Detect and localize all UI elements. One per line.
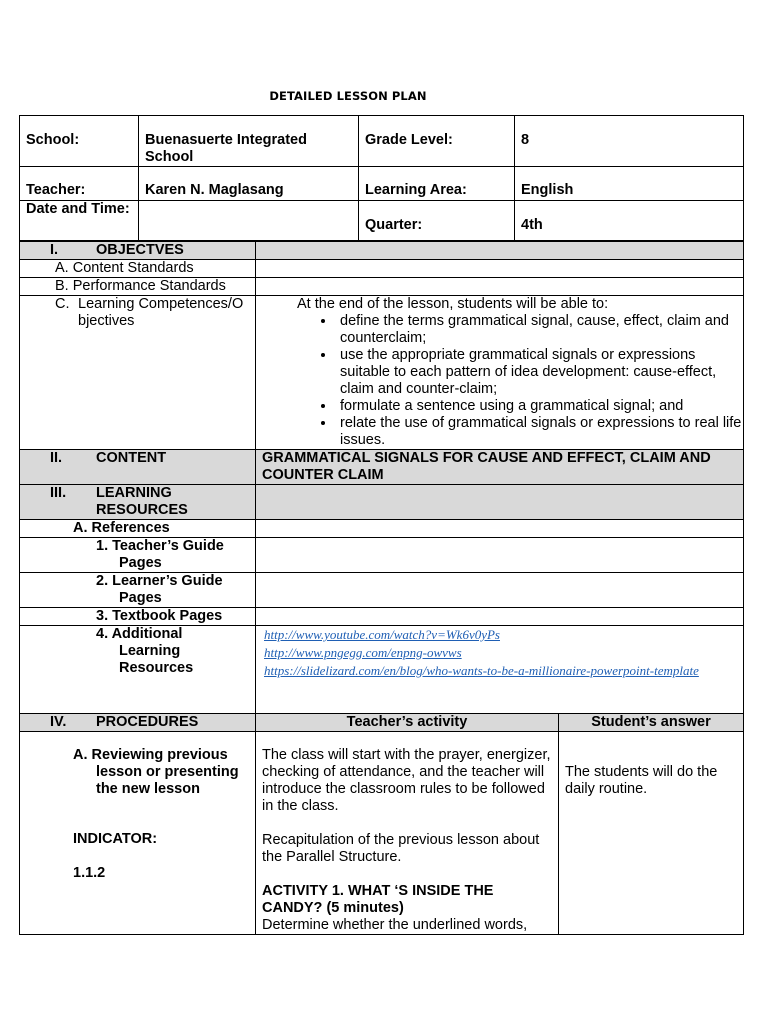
additional-resources-text: 4. Additional Learning Resources xyxy=(96,626,194,676)
procedures-num: IV. xyxy=(50,714,67,730)
resource-link-slidelizard[interactable]: https://slidelizard.com/en/blog/who-wants-to-be-a-millionaire-powerpoint-template xyxy=(264,663,699,678)
resource-link-pngegg[interactable]: http://www.pngegg.com/enpng-owvws xyxy=(264,645,462,660)
date-label: Date and Time: xyxy=(20,201,139,241)
indicator-value: 1.1.2 xyxy=(73,865,106,881)
textbook-text: 3. Textbook Pages xyxy=(96,608,223,624)
content-standards-value xyxy=(256,260,744,278)
teachers-guide-label xyxy=(20,538,256,573)
learners-guide-value xyxy=(256,573,744,608)
grade-label: Grade Level: xyxy=(359,116,515,167)
learning-area-value: English xyxy=(515,167,744,201)
quarter-value: 4th xyxy=(515,201,744,241)
additional-resources-label xyxy=(20,626,256,714)
content-value: GRAMMATICAL SIGNALS FOR CAUSE AND EFFECT, CLAIM AND COUNTER CLAIM xyxy=(256,450,744,485)
lesson-plan-table xyxy=(19,241,744,935)
content-label: CONTENT xyxy=(96,450,167,466)
objectives-heading xyxy=(20,242,256,260)
teachers-guide-text: 1. Teacher’s Guide Pages xyxy=(96,538,224,571)
objectives-intro: At the end of the lesson, students will be able to: xyxy=(297,296,609,312)
learners-guide-label xyxy=(20,573,256,608)
student-answer-header: Student’s answer xyxy=(559,714,744,732)
header-table xyxy=(19,115,744,241)
list-item: • use the appropriate grammatical signals or expressions suitable to each pattern of idea development: cause-effect, claim and counter-claim; xyxy=(336,347,743,398)
step-a-label: A. Reviewing previous lesson or presenting the new lesson xyxy=(73,747,239,797)
resources-num: III. xyxy=(50,485,67,501)
textbook-value xyxy=(256,608,744,626)
quarter-label: Quarter: xyxy=(359,201,515,241)
teacher-activity-cell xyxy=(256,732,559,935)
objectives-list-cell xyxy=(256,296,744,450)
objectives-heading-blank xyxy=(256,242,744,260)
school-label: School: xyxy=(20,116,139,167)
student-answer-text: The students will do the daily routine. xyxy=(565,764,718,797)
teacher-value: Karen N. Maglasang xyxy=(139,167,359,201)
content-heading xyxy=(20,450,256,485)
list-item: • define the terms grammatical signal, cause, effect, claim and counterclaim; xyxy=(336,313,743,347)
competences-label: Learning Competences/Objectives xyxy=(78,296,244,329)
learners-guide-text: 2. Learner’s Guide Pages xyxy=(96,573,223,606)
student-answer-cell xyxy=(559,732,744,935)
performance-standards-label: B. Performance Standards xyxy=(20,278,256,296)
resources-heading-blank xyxy=(256,485,744,520)
teacher-intro-text: The class will start with the prayer, energizer, checking of attendance, and the teacher will introduce the classroom rules to be followed in the class. xyxy=(262,747,551,814)
objectives-label: OBJECTVES xyxy=(96,242,184,258)
textbook-label xyxy=(20,608,256,626)
resources-heading xyxy=(20,485,256,520)
resources-label: LEARNING RESOURCES xyxy=(96,485,188,518)
procedures-heading xyxy=(20,714,256,732)
school-value: Buenasuerte Integrated School xyxy=(139,116,359,167)
list-item: • relate the use of grammatical signals or expressions to real life issues. xyxy=(336,415,743,449)
objectives-num: I. xyxy=(50,242,59,258)
teachers-guide-value xyxy=(256,538,744,573)
references-value xyxy=(256,520,744,538)
additional-resources-links xyxy=(256,626,744,714)
performance-standards-value xyxy=(256,278,744,296)
procedures-label: PROCEDURES xyxy=(96,714,199,730)
date-value xyxy=(139,201,359,241)
content-standards-label: A. Content Standards xyxy=(20,260,256,278)
learning-area-label: Learning Area: xyxy=(359,167,515,201)
content-num: II. xyxy=(50,450,63,466)
procedure-step-cell xyxy=(20,732,256,935)
competences-letter: C. xyxy=(55,296,70,312)
teacher-activity-header: Teacher’s activity xyxy=(256,714,559,732)
resource-link-youtube[interactable]: http://www.youtube.com/watch?v=Wk6v0yPs xyxy=(264,627,500,642)
document-title: DETAILED LESSON PLAN xyxy=(269,89,427,103)
teacher-label: Teacher: xyxy=(20,167,139,201)
indicator-label: INDICATOR: xyxy=(73,831,158,847)
list-item: • formulate a sentence using a grammatical signal; and xyxy=(336,398,743,415)
competences-cell xyxy=(20,296,256,450)
references-label: A. References xyxy=(20,520,256,538)
grade-value: 8 xyxy=(515,116,744,167)
activity-title: ACTIVITY 1. WHAT ‘S INSIDE THE CANDY? (5 minutes) xyxy=(262,883,494,916)
recap-text: Recapitulation of the previous lesson about the Parallel Structure. xyxy=(262,832,540,865)
objectives-list xyxy=(256,313,743,449)
activity-text: Determine whether the underlined words, xyxy=(262,917,528,933)
